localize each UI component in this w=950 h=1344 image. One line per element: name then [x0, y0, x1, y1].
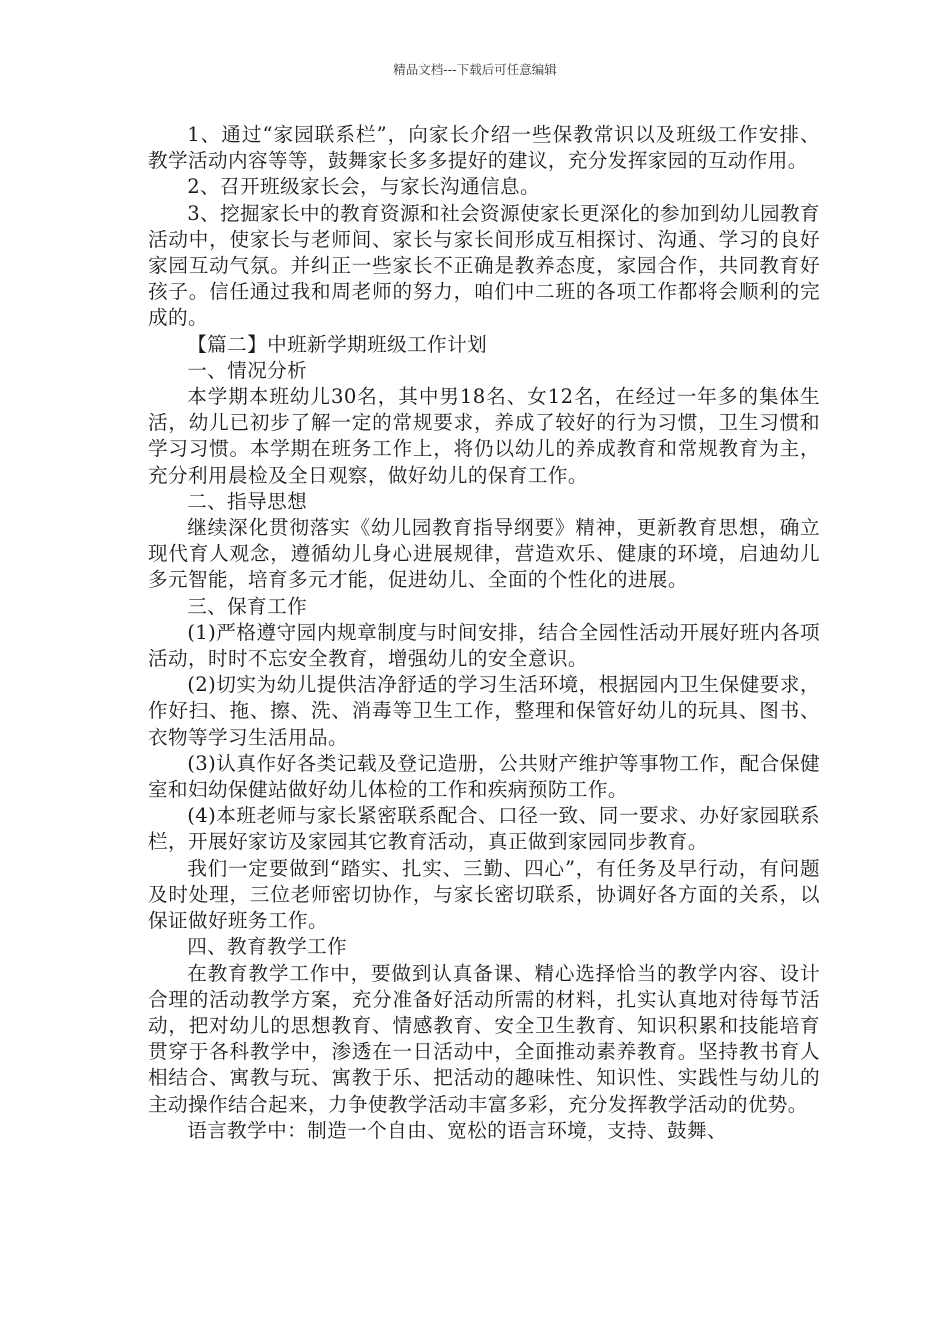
- paragraph-language-teaching: 语言教学中：制造一个自由、宽松的语言环境，支持、鼓舞、: [187, 1118, 728, 1142]
- section-title-part-two: 【篇二】中班新学期班级工作计划: [187, 332, 488, 356]
- page-header: 精品文档---下载后可任意编辑: [393, 62, 557, 77]
- paragraph-2: 2、召开班级家长会，与家长沟通信息。: [187, 175, 540, 199]
- paragraph-commitment: 我们一定要做到“踏实、扎实、三勤、四心”，有任务及早行动，有问题及时处理，三位老师密切协作，与家长密切联系，协调好各方面的关系，以保证做好班务工作。: [148, 856, 820, 933]
- care-item-3: (3)认真作好各类记载及登记造册，公共财产维护等事物工作，配合保健室和妇幼保健站做好幼儿体检的工作和疾病预防工作。: [148, 751, 820, 802]
- document-body: [148, 122, 820, 1144]
- heading-teaching-work: 四、教育教学工作: [187, 935, 348, 959]
- paragraph-guiding-thought: 继续深化贯彻落实《幼儿园教育指导纲要》精神，更新教育思想，确立现代育人观念，遵循幼儿身心进展规律，营造欢乐、健康的环境，启迪幼儿多元智能，培育多元才能，促进幼儿、全面的个性化的进展。: [148, 516, 820, 592]
- care-item-2: (2)切实为幼儿提供洁净舒适的学习生活环境，根据园内卫生保健要求，作好扫、拖、擦、洗、消毒等卫生工作，整理和保管好幼儿的玩具、图书、衣物等学习生活用品。: [148, 673, 820, 749]
- paragraph-teaching-work: 在教育教学工作中，要做到认真备课、精心选择恰当的教学内容、设计合理的活动教学方案，充分准备好活动所需的材料，扎实认真地对待每节活动，把对幼儿的思想教育、情感教育、安全卫生教育、知识积累和技能培育贯穿于各科教学中，渗透在一日活动中，全面推动素养教育。坚持教书育人相结合、寓教与玩、寓教于乐、把活动的趣味性、知识性、实践性与幼儿的主动操作结合起来，力争使教学活动丰富多彩，充分发挥教学活动的优势。: [148, 961, 820, 1116]
- paragraph-situation: 本学期本班幼儿30名，其中男18名、女12名，在经过一年多的集体生活，幼儿已初步了解一定的常规要求，养成了较好的行为习惯，卫生习惯和学习习惯。本学期在班务工作上，将仍以幼儿的养成教育和常规教育为主，充分利用晨检及全日观察，做好幼儿的保育工作。: [148, 385, 820, 487]
- heading-guiding-thought: 二、指导思想: [187, 489, 308, 513]
- paragraph-3: 3、挖掘家长中的教育资源和社会资源使家长更深化的参加到幼儿园教育活动中，使家长与老师间、家长与家长间形成互相探讨、沟通、学习的良好家园互动气氛。并纠正一些家长不正确是教养态度，家园合作，共同教育好孩子。信任通过我和周老师的努力，咱们中二班的各项工作都将会顺利的完成的。: [148, 201, 820, 330]
- heading-care-work: 三、保育工作: [187, 594, 308, 618]
- paragraph-1: 1、通过“家园联系栏”，向家长介绍一些保教常识以及班级工作安排、教学活动内容等等，鼓舞家长多多提好的建议，充分发挥家园的互动作用。: [148, 123, 820, 173]
- heading-situation-analysis: 一、情况分析: [187, 358, 308, 382]
- care-item-4: (4)本班老师与家长紧密联系配合、口径一致、同一要求、办好家园联系栏，开展好家访及家园其它教育活动，真正做到家园同步教育。: [148, 804, 820, 854]
- care-item-1: (1)严格遵守园内规章制度与时间安排，结合全园性活动开展好班内各项活动，时时不忘安全教育，增强幼儿的安全意识。: [148, 620, 820, 671]
